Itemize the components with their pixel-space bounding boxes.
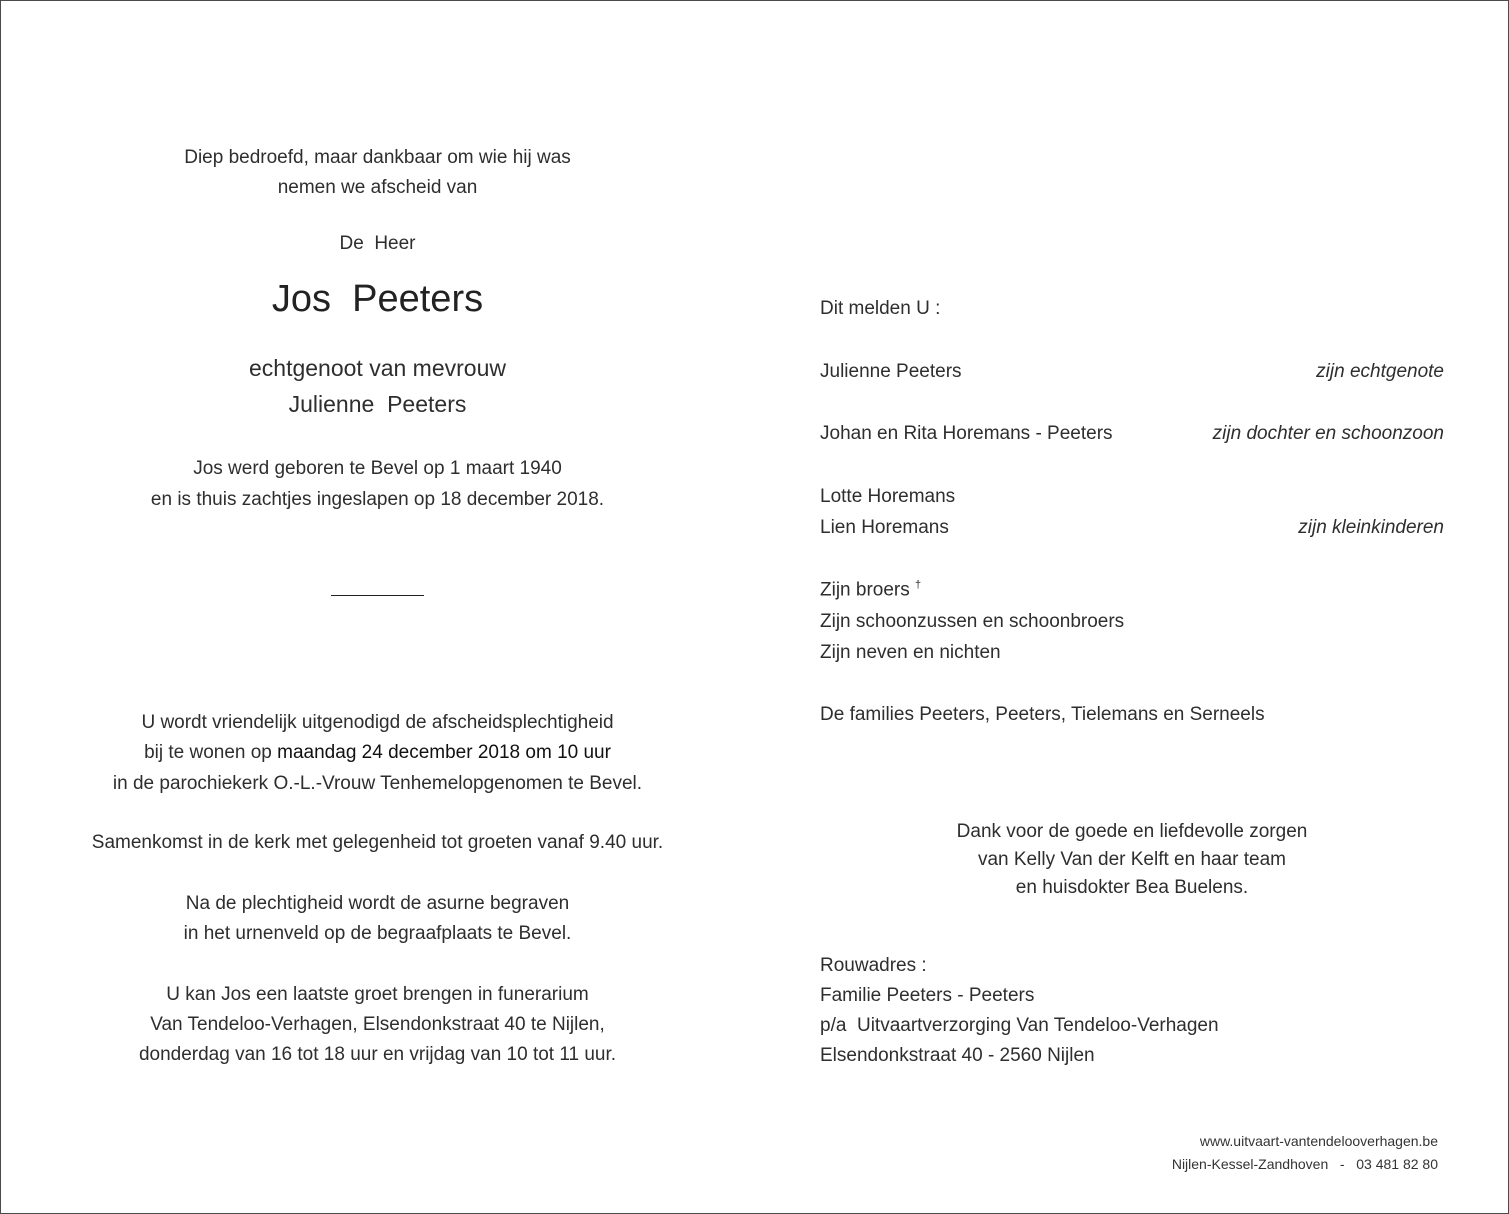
family-name: Johan en Rita Horemans - Peeters <box>820 423 1113 444</box>
family-relation: zijn echtgenote <box>1316 361 1444 382</box>
family-row <box>820 517 1444 539</box>
cousins-line: Zijn neven en nichten <box>820 642 1001 663</box>
family-name: Lotte Horemans <box>820 486 956 507</box>
thanks-line-1: Dank voor de goede en liefdevolle zorgen <box>956 821 1308 842</box>
intro-line-1: Diep bedroefd, maar dankbaar om wie hij was <box>184 147 571 168</box>
ceremony-date: maandag 24 december 2018 om 10 uur <box>277 742 611 763</box>
death-line: en is thuis zachtjes ingeslapen op 18 december 2018. <box>150 489 605 510</box>
family-name: Lien Horemans <box>820 517 949 538</box>
gathering-line: Samenkomst in de kerk met gelegenheid tot groeten vanaf 9.40 uur. <box>91 832 664 853</box>
family-row <box>820 423 1444 445</box>
footer-contact: Nijlen-Kessel-Zandhoven - 03 481 82 80 <box>1171 1156 1438 1172</box>
invite-line-3: in de parochiekerk O.-L.-Vrouw Tenhemelopgenomen te Bevel. <box>112 773 643 794</box>
family-row <box>820 486 1444 508</box>
address-line-3: Elsendonkstraat 40 - 2560 Nijlen <box>820 1045 1095 1066</box>
brothers-text: Zijn broers <box>820 579 916 601</box>
families-line: De families Peeters, Peeters, Tielemans en Serneels <box>820 704 1265 725</box>
burial-line-1: Na de plechtigheid wordt de asurne begraven <box>185 893 570 914</box>
family-relation: zijn kleinkinderen <box>1298 517 1444 538</box>
address-label: Rouwadres : <box>820 955 927 976</box>
visit-line-3: donderdag van 16 tot 18 uur en vrijdag van 10 tot 11 uur. <box>138 1044 617 1065</box>
brothers-line <box>820 579 1444 601</box>
divider-rule <box>331 595 424 596</box>
inlaws-line: Zijn schoonzussen en schoonbroers <box>820 611 1125 632</box>
invite-prefix: bij te wonen op <box>144 742 278 763</box>
family-row <box>820 361 1444 383</box>
deceased-name: Jos Peeters <box>271 278 484 320</box>
birth-line: Jos werd geboren te Bevel op 1 maart 1940 <box>193 458 562 479</box>
visit-line-2: Van Tendeloo-Verhagen, Elsendonkstraat 40 te Nijlen, <box>150 1014 605 1035</box>
invite-line-2 <box>40 742 715 764</box>
address-line-1: Familie Peeters - Peeters <box>820 985 1035 1006</box>
family-relation: zijn dochter en schoonzoon <box>1212 423 1444 444</box>
spouse-name: Julienne Peeters <box>288 391 467 417</box>
invite-line-1: U wordt vriendelijk uitgenodigd de afscheidsplechtigheid <box>141 712 614 733</box>
deceased-cross-mark: † <box>915 579 922 591</box>
address-line-2: p/a Uitvaartverzorging Van Tendeloo-Verhagen <box>820 1015 1219 1036</box>
thanks-line-3: en huisdokter Bea Buelens. <box>1015 877 1249 898</box>
footer-website: www.uitvaart-vantendelooverhagen.be <box>1199 1133 1438 1149</box>
announce-line: Dit melden U : <box>820 298 941 319</box>
burial-line-2: in het urnenveld op de begraafplaats te Bevel. <box>183 923 572 944</box>
visit-line-1: U kan Jos een laatste groet brengen in funerarium <box>166 984 589 1005</box>
thanks-line-2: van Kelly Van der Kelft en haar team <box>977 849 1287 870</box>
spouse-intro: echtgenoot van mevrouw <box>249 355 506 381</box>
family-name: Julienne Peeters <box>820 361 962 382</box>
intro-line-2: nemen we afscheid van <box>277 177 478 198</box>
salutation: De Heer <box>339 233 416 254</box>
